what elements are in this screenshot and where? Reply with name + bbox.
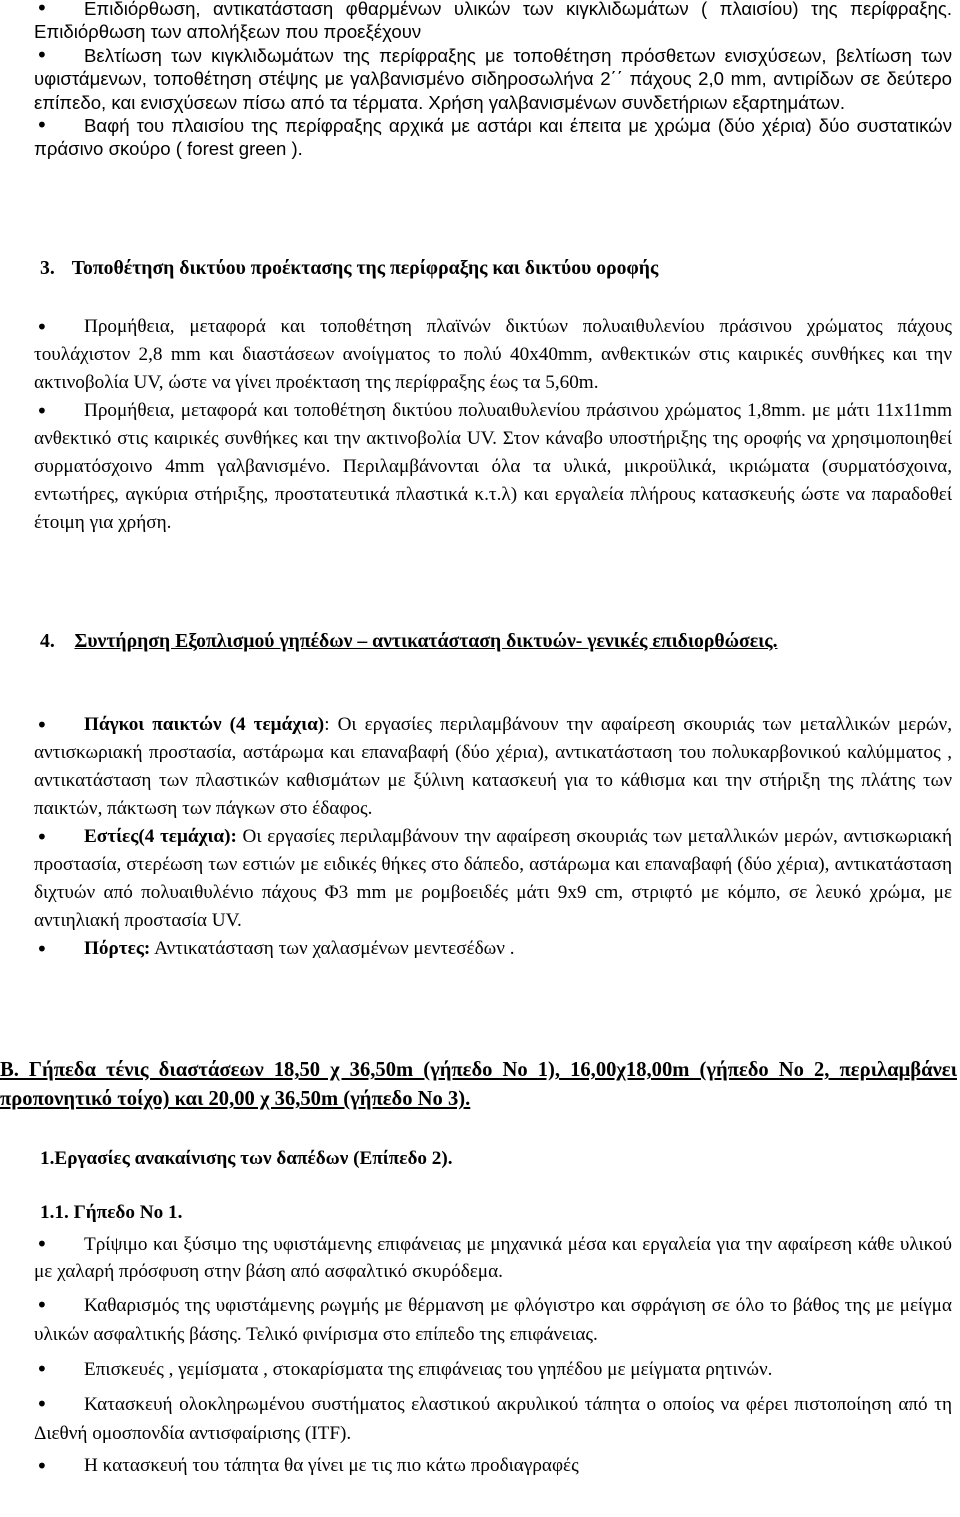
list-item: • Επιδιόρθωση, αντικατάσταση φθαρμένων υλικών των κιγκλιδωμάτων ( πλαισίου) της περίφραξης. Επιδιόρθωση των απολήξεων που προεξέχουν — [34, 0, 952, 44]
section-title: Τοποθέτηση δικτύου προέκτασης της περίφραξης και δικτύου οροφής — [71, 257, 659, 279]
section-number: 4. — [40, 630, 55, 652]
section-b-heading: B. Γήπεδα τένις διαστάσεων 18,50 χ 36,50m (γήπεδο Νο 1), 16,00χ18,00m (γήπεδο Νο 2, περιλαμβάνει προπονητικό τοίχο) και 20,00 χ 36,50m (γήπεδο Νο 3). — [0, 1059, 957, 1110]
section-3-bullets — [34, 313, 952, 537]
list-item: • Επισκευές , γεμίσματα , στοκαρίσματα της επιφάνειας του γηπέδου με μείγματα ρητινών. — [34, 1355, 952, 1384]
section-title: Συντήρηση Εξοπλισμού γηπέδων – αντικατάσταση δικτυών- γενικές επιδιορθώσεις. — [74, 630, 778, 652]
section-3-heading — [40, 256, 658, 280]
list-item: • Βαφή του πλαισίου της περίφραξης αρχικά με αστάρι και έπειτα με χρώμα (δύο χέρια) δύο συστατικών πράσινο σκούρο ( forest green ). — [34, 114, 952, 161]
section-b-bullets — [34, 1231, 952, 1480]
list-item — [34, 935, 952, 963]
list-item — [34, 711, 952, 823]
section-4-heading — [40, 627, 952, 655]
section-number: 3. — [40, 257, 55, 279]
list-item: • Καθαρισμός της υφιστάμενης ρωγμής με θέρμανση με φλόγιστρο και σφράγιση σε όλο το βάθος της με μείγμα υλικών ασφαλτικής βάσης. Τελικό φινίρισμα στο επίπεδο της επιφάνειας. — [34, 1291, 952, 1349]
item-label: Πόρτες: — [84, 938, 151, 959]
list-item: • Προμήθεια, μεταφορά και τοποθέτηση δικτύου πολυαιθυλενίου πράσινου χρώματος 1,8mm. με μάτι 11x11mm ανθεκτικό στις καιρικές συνθήκες και την ακτινοβολία UV. Στον κάναβο υποστήριξης της οροφής να χρησιμοποιηθεί συρματόσχοινο 4mm γαλβανισμένο. Περιλαμβάνονται όλα τα υλικά, μικροϋλικά, ικριώματα (συρματόσχοινα, εντωτήρες, αγκύρια στήριξης, προστατευτικά πλαστικά κ.τ.λ) και εργαλεία πλήρους κατασκευής ώστε να παραδοθεί έτοιμη για χρήση. — [34, 397, 952, 537]
top-bullets — [34, 0, 952, 161]
subsection-heading: 1.1. Γήπεδο Νο 1. — [40, 1202, 183, 1223]
item-text: Αντικατάσταση των χαλασμένων μεντεσέδων . — [150, 938, 515, 959]
list-item: • Προμήθεια, μεταφορά και τοποθέτηση πλαϊνών δικτύων πολυαιθυλενίου πράσινου χρώματος πάχους τουλάχιστον 2,8 mm και διαστάσεων ανοίγματος το πολύ 40x40mm, ανθεκτικών στις καιρικές συνθήκες και την ακτινοβολία UV, ώστε να γίνει προέκταση της περίφραξης έως τα 5,60m. — [34, 313, 952, 397]
list-item: • Η κατασκευή του τάπητα θα γίνει με τις πιο κάτω προδιαγραφές — [34, 1452, 952, 1480]
item-label: Εστίες(4 τεμάχια): — [84, 826, 237, 847]
list-item — [34, 823, 952, 935]
item-label: Πάγκοι παικτών (4 τεμάχια) — [84, 714, 325, 735]
section-4-bullets — [34, 711, 952, 963]
item-text: Οι εργασίες περιλαμβάνουν την αφαίρεση σκουριάς των μεταλλικών μερών, αντισκωριακή προστασία, στερέωση των εστιών με ειδικές θήκες στο δάπεδο, αστάρωμα και επαναβαφή (δύο χέρια), αντικατάσταση διχτυών από πολυαιθυλένιο πάχους Φ3 mm με ρομβοειδές μάτι 9x9 cm, στριφτό με κόμπο, σε λευκό χρώμα, με αντιηλιακή προστασία UV. — [34, 826, 953, 931]
subsection-heading: 1.Εργασίες ανακαίνισης των δαπέδων (Επίπεδο 2). — [40, 1148, 453, 1169]
list-item: • Κατασκευή ολοκληρωμένου συστήματος ελαστικού ακρυλικού τάπητα ο οποίος να φέρει πιστοποίηση από τη Διεθνή ομοσπονδία αντισφαίρισης (ITF). — [34, 1390, 952, 1448]
list-item: • Τρίψιμο και ξύσιμο της υφιστάμενης επιφάνειας με μηχανικά μέσα και εργαλεία για την αφαίρεση κάθε υλικού με χαλαρή πρόσφυση στην βάση από ασφαλτικό σκυρόδεμα. — [34, 1231, 952, 1285]
item-text: : Οι εργασίες περιλαμβάνουν την αφαίρεση σκουριάς των μεταλλικών μερών, αντισκωριακή προστασία, αστάρωμα και επαναβαφή (δύο χέρια), αντικατάσταση του πολυκαρβονικού καλύμματος , αντικατάσταση των πλαστικών καθισμάτων με ξύλινη κατασκευή για το κάθισμα και την στήριξη της πλάτης των παικτών, πάκτωση των πάγκων στο έδαφος. — [34, 714, 952, 819]
list-item: • Βελτίωση των κιγκλιδωμάτων της περίφραξης με τοποθέτηση πρόσθετων ενισχύσεων, βελτίωση των υφιστάμενων, τοποθέτηση στέψης με γαλβανισμένο σιδηροσωλήνα 2΄΄ πάχους 2,0 mm, αντιρίδων σε δεύτερο επίπεδο, και ενισχύσεων πίσω από τα τέρματα. Χρήση γαλβανισμένων συνδετήριων εξαρτημάτων. — [34, 44, 952, 114]
